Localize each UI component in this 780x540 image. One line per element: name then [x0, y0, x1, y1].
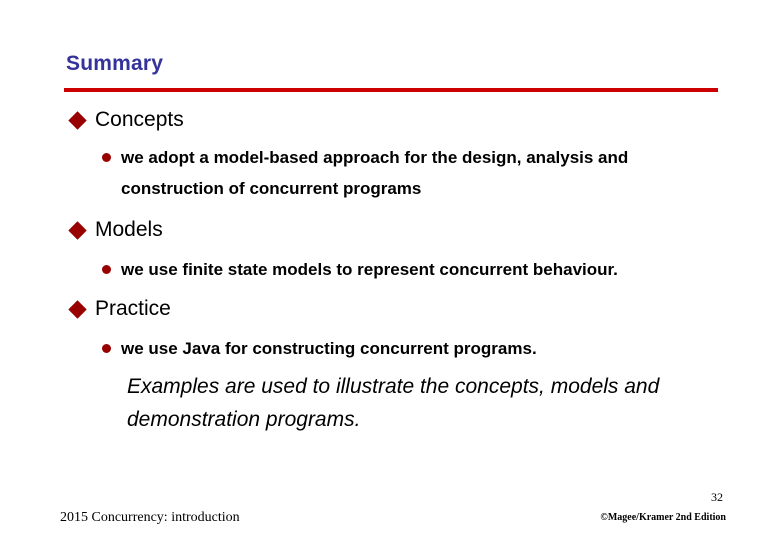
- slide-title: Summary: [66, 52, 164, 75]
- footer-course: 2015 Concurrency: introduction: [60, 510, 240, 525]
- diamond-bullet-icon: [68, 111, 86, 129]
- title-divider: [64, 88, 718, 92]
- section-heading: Practice: [95, 297, 171, 320]
- section-practice: [68, 297, 171, 321]
- point-text: we use Java for constructing concurrent programs.: [121, 339, 537, 358]
- summary-note: Examples are used to illustrate the concepts, models and demonstration programs.: [127, 375, 660, 431]
- section-heading: Concepts: [95, 108, 184, 131]
- dot-bullet-icon: [102, 265, 111, 274]
- footer-copyright: ©Magee/Kramer 2nd Edition: [600, 512, 726, 523]
- point-text: we use finite state models to represent concurrent behaviour.: [121, 260, 618, 279]
- diamond-bullet-icon: [68, 300, 86, 318]
- dot-bullet-icon: [102, 344, 111, 353]
- page-number: 32: [711, 490, 723, 504]
- section-heading: Models: [95, 218, 163, 241]
- section-models-point: [102, 254, 722, 285]
- section-concepts: [68, 108, 184, 132]
- section-concepts-point: [102, 142, 722, 204]
- section-practice-point: [102, 333, 722, 364]
- section-models: [68, 218, 163, 242]
- diamond-bullet-icon: [68, 221, 86, 239]
- dot-bullet-icon: [102, 153, 111, 162]
- point-text: we adopt a model-based approach for the design, analysis and construction of concurrent programs: [121, 148, 629, 198]
